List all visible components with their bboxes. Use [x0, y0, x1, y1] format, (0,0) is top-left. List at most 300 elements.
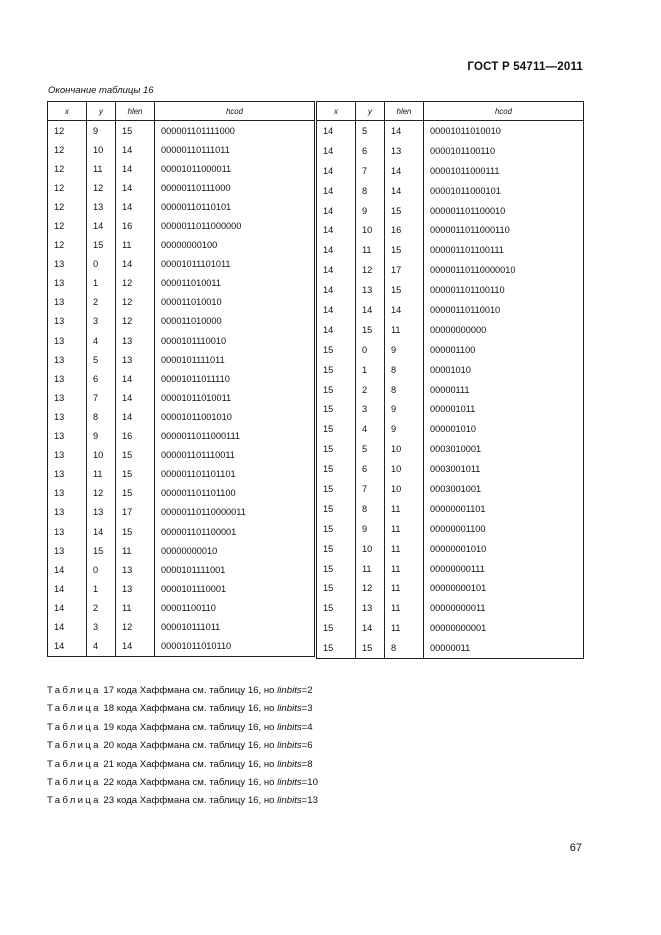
note-param: linbits	[277, 685, 302, 696]
note-value: =3	[301, 703, 313, 715]
cell-hlen: 13	[116, 350, 155, 369]
cell-y: 4	[87, 331, 116, 350]
cell-hlen: 11	[385, 519, 424, 539]
cell-hcod: 000011010010	[155, 293, 315, 312]
cell-hlen: 15	[116, 121, 155, 141]
table-caption: Окончание таблицы 16	[48, 85, 154, 96]
cell-hcod: 00001011010011	[155, 388, 315, 407]
note-line	[47, 792, 318, 810]
cell-hcod: 0003001001	[424, 479, 584, 499]
note-prefix: Таблица	[47, 758, 101, 770]
table-body-right	[317, 121, 584, 659]
note-text: 17 кода Хаффмана см. таблицу 16, но	[100, 685, 278, 696]
cell-y: 13	[87, 197, 116, 216]
table-row	[317, 519, 584, 539]
table-row	[48, 522, 315, 541]
cell-y: 15	[87, 236, 116, 255]
cell-x: 13	[48, 350, 87, 369]
cell-hcod: 000001101100111	[424, 240, 584, 260]
note-param: linbits	[277, 776, 302, 788]
note-value: =8	[301, 758, 313, 770]
cell-hcod: 00001011001010	[155, 407, 315, 426]
cell-x: 15	[317, 360, 356, 380]
cell-hcod: 0003010001	[424, 439, 584, 459]
cell-x: 13	[48, 465, 87, 484]
cell-hcod: 000001101100110	[424, 280, 584, 300]
column-header-x: x	[48, 102, 87, 121]
cell-y: 0	[356, 340, 385, 360]
cell-hlen: 14	[385, 161, 424, 181]
cell-hcod: 00001010	[424, 360, 584, 380]
cell-x: 15	[317, 380, 356, 400]
table-row	[48, 617, 315, 636]
cell-hlen: 17	[116, 503, 155, 522]
table-row	[48, 293, 315, 312]
cell-hcod: 00000011	[424, 638, 584, 658]
table-header-row	[317, 102, 584, 121]
table-row	[48, 637, 315, 657]
cell-x: 14	[317, 240, 356, 260]
note-line	[47, 756, 318, 774]
table-row	[48, 465, 315, 484]
cell-hlen: 10	[385, 459, 424, 479]
table-row	[317, 141, 584, 161]
cell-y: 10	[87, 446, 116, 465]
cell-x: 12	[48, 140, 87, 159]
cell-y: 10	[356, 220, 385, 240]
cell-y: 11	[87, 159, 116, 178]
table-row	[317, 320, 584, 340]
cell-hlen: 17	[385, 260, 424, 280]
cell-hlen: 15	[116, 484, 155, 503]
cell-hlen: 8	[385, 380, 424, 400]
cell-x: 14	[317, 300, 356, 320]
note-prefix: Таблица	[47, 721, 101, 733]
table-row	[317, 559, 584, 579]
column-header-x: x	[317, 102, 356, 121]
cell-y: 12	[87, 178, 116, 197]
cell-x: 15	[317, 439, 356, 459]
cell-y: 12	[356, 260, 385, 280]
cell-y: 9	[87, 427, 116, 446]
note-line	[47, 700, 318, 718]
cell-hcod: 000001101100001	[155, 522, 315, 541]
cell-hcod: 00001011101011	[155, 255, 315, 274]
cell-x: 13	[48, 484, 87, 503]
cell-hcod: 00000000010	[155, 541, 315, 560]
note-text: 20 кода Хаффмана см. таблицу 16, но	[100, 740, 278, 752]
cell-y: 1	[87, 274, 116, 293]
cell-hcod: 00000000101	[424, 578, 584, 598]
column-header-hlen: hlen	[385, 102, 424, 121]
note-prefix: Таблица	[47, 776, 101, 788]
cell-y: 9	[356, 519, 385, 539]
cell-hcod: 000001101101100	[155, 484, 315, 503]
column-header-y: y	[356, 102, 385, 121]
cell-y: 7	[356, 479, 385, 499]
cell-x: 15	[317, 638, 356, 658]
cell-hlen: 11	[385, 598, 424, 618]
cell-hlen: 11	[116, 598, 155, 617]
cell-hcod: 000001010	[424, 419, 584, 439]
cell-hlen: 15	[385, 201, 424, 221]
cell-x: 14	[317, 260, 356, 280]
cell-hcod: 000001101101101	[155, 465, 315, 484]
cell-x: 15	[317, 519, 356, 539]
cell-x: 15	[317, 618, 356, 638]
cell-x: 14	[48, 637, 87, 657]
table-row	[317, 479, 584, 499]
note-param: linbits	[277, 721, 302, 733]
cell-x: 13	[48, 331, 87, 350]
cell-hcod: 00000001010	[424, 539, 584, 559]
table-row	[317, 161, 584, 181]
cell-hcod: 00000110110000010	[424, 260, 584, 280]
cell-x: 13	[48, 293, 87, 312]
cell-hcod: 000001011	[424, 399, 584, 419]
table-row	[317, 598, 584, 618]
cell-x: 13	[48, 427, 87, 446]
cell-x: 12	[48, 197, 87, 216]
note-param: linbits	[277, 758, 302, 770]
cell-hcod: 00001011010110	[155, 637, 315, 657]
cell-x: 13	[48, 503, 87, 522]
cell-y: 15	[87, 541, 116, 560]
table-row	[48, 541, 315, 560]
cell-x: 15	[317, 479, 356, 499]
table-row	[317, 618, 584, 638]
huffman-table-right	[316, 101, 584, 659]
cell-x: 14	[48, 598, 87, 617]
cell-y: 5	[356, 121, 385, 141]
cell-x: 12	[48, 159, 87, 178]
standard-header: ГОСТ Р 54711—2011	[467, 61, 583, 73]
cell-hcod: 000001101110011	[155, 446, 315, 465]
cell-y: 13	[87, 503, 116, 522]
cell-x: 14	[48, 579, 87, 598]
cell-hlen: 14	[116, 197, 155, 216]
column-header-y: y	[87, 102, 116, 121]
table-header-row	[48, 102, 315, 121]
cell-x: 13	[48, 446, 87, 465]
table-row	[48, 236, 315, 255]
table-row	[317, 578, 584, 598]
cell-hlen: 12	[116, 274, 155, 293]
cell-hcod: 00001011010010	[424, 121, 584, 141]
cell-y: 2	[87, 598, 116, 617]
cell-hcod: 0000101111011	[155, 350, 315, 369]
cell-x: 12	[48, 236, 87, 255]
cell-hlen: 8	[385, 360, 424, 380]
column-header-hcod: hcod	[424, 102, 584, 121]
table-row	[48, 503, 315, 522]
cell-y: 9	[356, 201, 385, 221]
cell-hlen: 14	[385, 300, 424, 320]
cell-x: 13	[48, 369, 87, 388]
cell-hlen: 15	[385, 240, 424, 260]
cell-hlen: 14	[385, 181, 424, 201]
cell-hcod: 00000000011	[424, 598, 584, 618]
note-text: 23 кода Хаффмана см. таблицу 16, но	[100, 795, 278, 807]
cell-x: 15	[317, 340, 356, 360]
cell-hlen: 14	[116, 255, 155, 274]
cell-x: 13	[48, 312, 87, 331]
table-row	[317, 380, 584, 400]
cell-y: 13	[356, 280, 385, 300]
cell-hlen: 12	[116, 312, 155, 331]
cell-hlen: 10	[385, 439, 424, 459]
cell-x: 14	[317, 320, 356, 340]
cell-hcod: 00000000001	[424, 618, 584, 638]
cell-y: 10	[356, 539, 385, 559]
table-row	[317, 300, 584, 320]
table-row	[48, 427, 315, 446]
cell-hcod: 000010111011	[155, 617, 315, 636]
cell-x: 13	[48, 541, 87, 560]
cell-x: 15	[317, 559, 356, 579]
note-value: =2	[301, 685, 313, 696]
cell-hcod: 0000011011000110	[424, 220, 584, 240]
cell-y: 4	[356, 419, 385, 439]
cell-y: 9	[87, 121, 116, 141]
note-value: =4	[301, 721, 313, 733]
cell-hlen: 9	[385, 340, 424, 360]
table-row	[48, 197, 315, 216]
cell-hcod: 00000110111000	[155, 178, 315, 197]
note-value: =10	[301, 776, 318, 788]
note-value: =6	[301, 740, 313, 752]
cell-hcod: 00001011011110	[155, 369, 315, 388]
cell-x: 13	[48, 274, 87, 293]
table-row	[317, 240, 584, 260]
cell-y: 11	[356, 240, 385, 260]
table-row	[317, 459, 584, 479]
note-line	[47, 682, 318, 700]
table-row	[48, 388, 315, 407]
cell-hcod: 0000101100110	[424, 141, 584, 161]
cell-y: 14	[87, 216, 116, 235]
table-row	[317, 439, 584, 459]
page-number: 67	[569, 842, 582, 854]
cell-hcod: 00000110111011	[155, 140, 315, 159]
table-row	[48, 446, 315, 465]
table-row	[317, 399, 584, 419]
cell-x: 15	[317, 539, 356, 559]
cell-hlen: 14	[116, 159, 155, 178]
table-row	[317, 201, 584, 221]
note-text: 19 кода Хаффмана см. таблицу 16, но	[100, 721, 278, 733]
cell-hcod: 000011010011	[155, 274, 315, 293]
note-param: linbits	[277, 703, 302, 715]
cell-x: 13	[48, 522, 87, 541]
table-row	[48, 560, 315, 579]
table-row	[317, 539, 584, 559]
cell-hcod: 0000101111001	[155, 560, 315, 579]
cell-hlen: 13	[116, 579, 155, 598]
table-row	[48, 579, 315, 598]
table-row	[48, 598, 315, 617]
table-row	[48, 159, 315, 178]
cell-hlen: 11	[385, 618, 424, 638]
note-value: =13	[301, 795, 318, 807]
cell-hlen: 16	[116, 216, 155, 235]
cell-hcod: 000001100	[424, 340, 584, 360]
cell-x: 12	[48, 216, 87, 235]
cell-hcod: 00000110110010	[424, 300, 584, 320]
cell-hlen: 11	[385, 499, 424, 519]
table-row	[317, 181, 584, 201]
cell-y: 8	[356, 181, 385, 201]
notes-list	[47, 682, 318, 811]
table-row	[48, 312, 315, 331]
cell-y: 3	[87, 617, 116, 636]
cell-hcod: 00000110110000011	[155, 503, 315, 522]
cell-x: 15	[317, 399, 356, 419]
table-row	[317, 499, 584, 519]
cell-hcod: 00001100110	[155, 598, 315, 617]
cell-y: 6	[87, 369, 116, 388]
cell-hlen: 12	[116, 293, 155, 312]
cell-x: 15	[317, 578, 356, 598]
cell-hlen: 13	[116, 331, 155, 350]
cell-hcod: 00001011000011	[155, 159, 315, 178]
table-row	[48, 255, 315, 274]
cell-x: 14	[317, 220, 356, 240]
table-row	[317, 220, 584, 240]
table-body-left	[48, 121, 315, 657]
cell-hlen: 15	[385, 280, 424, 300]
cell-x: 14	[48, 617, 87, 636]
cell-hlen: 15	[116, 446, 155, 465]
table-row	[317, 638, 584, 658]
cell-y: 5	[87, 350, 116, 369]
cell-x: 14	[317, 121, 356, 141]
cell-x: 14	[317, 201, 356, 221]
note-text: 22 кода Хаффмана см. таблицу 16, но	[100, 776, 278, 788]
table-row	[48, 484, 315, 503]
cell-hcod: 000011010000	[155, 312, 315, 331]
cell-hlen: 12	[116, 617, 155, 636]
cell-hlen: 14	[116, 178, 155, 197]
cell-y: 0	[87, 255, 116, 274]
cell-hcod: 00000001100	[424, 519, 584, 539]
cell-y: 1	[356, 360, 385, 380]
cell-y: 14	[87, 522, 116, 541]
cell-hlen: 9	[385, 399, 424, 419]
cell-hcod: 00000001101	[424, 499, 584, 519]
note-text: 18 кода Хаффмана см. таблицу 16, но	[100, 703, 278, 715]
cell-hlen: 16	[385, 220, 424, 240]
cell-hcod: 00000000000	[424, 320, 584, 340]
cell-x: 14	[317, 161, 356, 181]
cell-hlen: 11	[385, 559, 424, 579]
cell-y: 1	[87, 579, 116, 598]
cell-hcod: 0000101110010	[155, 331, 315, 350]
cell-y: 10	[87, 140, 116, 159]
cell-y: 11	[87, 465, 116, 484]
cell-hcod: 0000011011000000	[155, 216, 315, 235]
note-text: 21 кода Хаффмана см. таблицу 16, но	[100, 758, 278, 770]
cell-y: 7	[87, 388, 116, 407]
cell-x: 14	[317, 141, 356, 161]
cell-hlen: 14	[385, 121, 424, 141]
cell-hcod: 000001101100010	[424, 201, 584, 221]
column-header-hlen: hlen	[116, 102, 155, 121]
note-line	[47, 774, 318, 792]
cell-hcod: 0003001011	[424, 459, 584, 479]
cell-y: 0	[87, 560, 116, 579]
cell-y: 6	[356, 141, 385, 161]
cell-x: 12	[48, 178, 87, 197]
cell-hlen: 13	[385, 141, 424, 161]
table-row	[317, 280, 584, 300]
cell-x: 15	[317, 419, 356, 439]
cell-x: 13	[48, 388, 87, 407]
table-row	[48, 178, 315, 197]
cell-hcod: 00000000100	[155, 236, 315, 255]
table-row	[48, 407, 315, 426]
column-header-hcod: hcod	[155, 102, 315, 121]
cell-y: 13	[356, 598, 385, 618]
cell-y: 6	[356, 459, 385, 479]
cell-y: 11	[356, 559, 385, 579]
note-prefix: Таблица	[47, 795, 101, 807]
cell-y: 12	[356, 578, 385, 598]
cell-hlen: 13	[116, 560, 155, 579]
note-line	[47, 737, 318, 755]
note-param: linbits	[277, 795, 302, 807]
cell-y: 12	[87, 484, 116, 503]
table-row	[317, 340, 584, 360]
table-row	[317, 419, 584, 439]
cell-hlen: 14	[116, 388, 155, 407]
cell-y: 4	[87, 637, 116, 657]
note-prefix: Таблица	[47, 740, 101, 752]
table-row	[317, 260, 584, 280]
huffman-table-left	[47, 101, 315, 657]
cell-y: 8	[356, 499, 385, 519]
cell-hlen: 8	[385, 638, 424, 658]
cell-hlen: 15	[116, 522, 155, 541]
cell-hcod: 000001101111000	[155, 121, 315, 141]
cell-y: 2	[87, 293, 116, 312]
cell-x: 14	[48, 560, 87, 579]
cell-x: 15	[317, 499, 356, 519]
cell-hlen: 10	[385, 479, 424, 499]
table-row	[48, 274, 315, 293]
cell-x: 12	[48, 121, 87, 141]
cell-hlen: 9	[385, 419, 424, 439]
cell-y: 5	[356, 439, 385, 459]
cell-x: 14	[317, 181, 356, 201]
table-row	[317, 121, 584, 141]
cell-hcod: 00001011000111	[424, 161, 584, 181]
cell-hcod: 0000011011000111	[155, 427, 315, 446]
note-prefix: Таблица	[47, 703, 101, 715]
cell-y: 3	[356, 399, 385, 419]
cell-hlen: 14	[116, 637, 155, 657]
cell-hlen: 11	[116, 236, 155, 255]
cell-hcod: 00000000111	[424, 559, 584, 579]
table-row	[317, 360, 584, 380]
cell-hlen: 11	[116, 541, 155, 560]
cell-x: 14	[317, 280, 356, 300]
table-row	[48, 369, 315, 388]
cell-x: 15	[317, 459, 356, 479]
cell-hlen: 11	[385, 578, 424, 598]
table-row	[48, 331, 315, 350]
cell-y: 14	[356, 300, 385, 320]
